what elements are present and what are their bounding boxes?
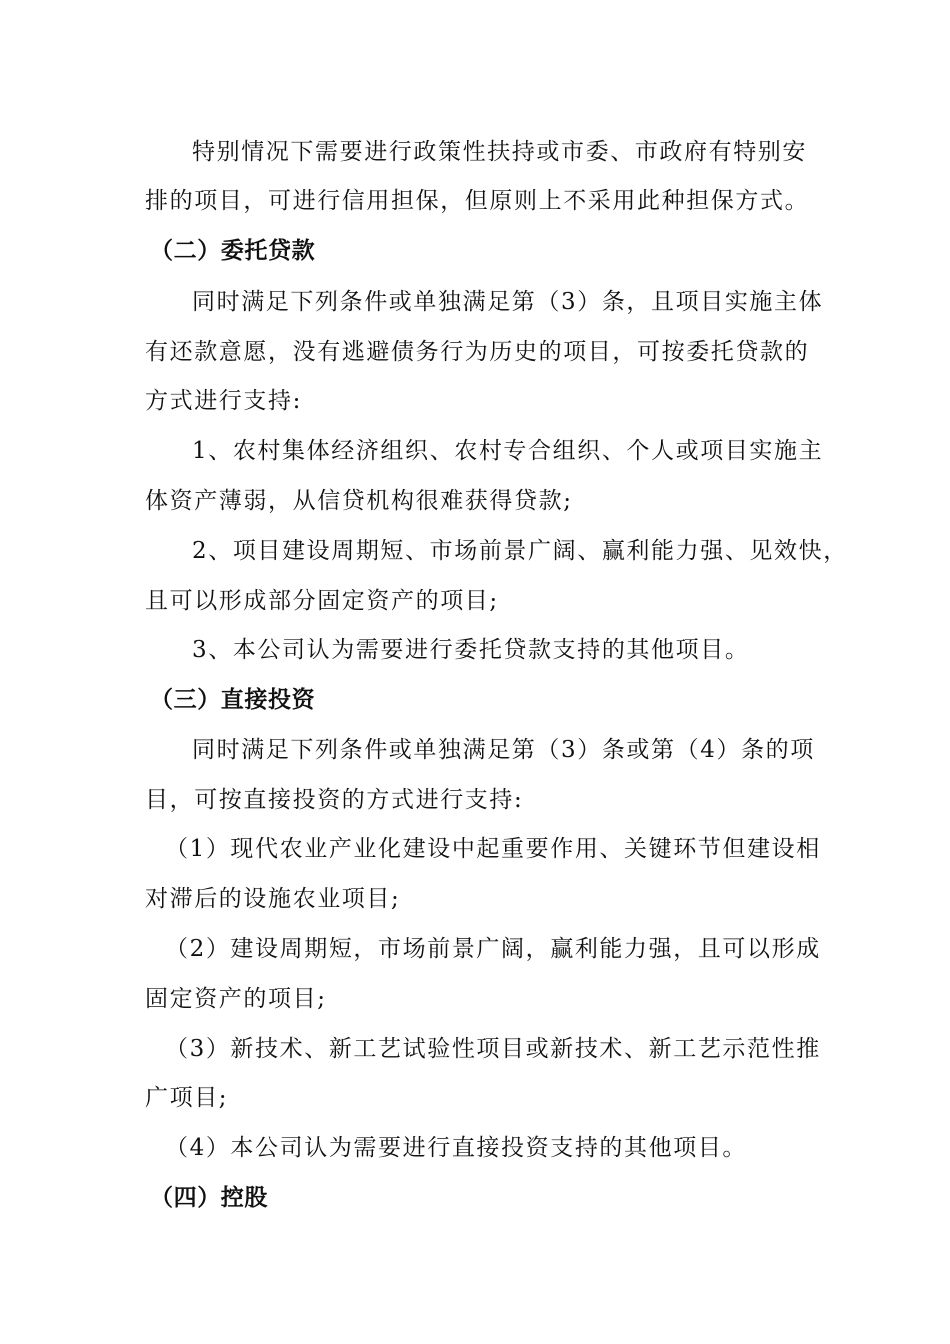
- section-heading-direct-investment: （三）直接投资: [150, 687, 316, 713]
- numbered-item-1-line-2: 对滞后的设施农业项目;: [145, 886, 401, 912]
- numbered-item-2-line-1: （2）建设周期短，市场前景广阔，赢利能力强，且可以形成: [165, 936, 821, 962]
- section-heading-entrusted-loans: （二）委托贷款: [150, 238, 316, 264]
- list-item-3: 3、本公司认为需要进行委托贷款支持的其他项目。: [192, 637, 750, 663]
- paragraph-line-1: 特别情况下需要进行政策性扶持或市委、市政府有特别安: [192, 139, 807, 165]
- paragraph-line-2: 排的项目，可进行信用担保，但原则上不采用此种担保方式。: [145, 188, 810, 214]
- paragraph-line-4: 同时满足下列条件或单独满足第（3）条，且项目实施主体: [192, 289, 824, 315]
- section-heading-holding: （四）控股: [150, 1185, 268, 1211]
- numbered-item-1-line-1: （1）现代农业产业化建设中起重要作用、关键环节但建设相: [165, 836, 821, 862]
- list-item-2-line-1: 2、项目建设周期短、市场前景广阔、赢利能力强、见效快，: [192, 538, 848, 564]
- list-item-1-line-1: 1、农村集体经济组织、农村专合组织、个人或项目实施主: [192, 438, 824, 464]
- numbered-item-4: （4）本公司认为需要进行直接投资支持的其他项目。: [165, 1135, 748, 1161]
- paragraph-line-13: 同时满足下列条件或单独满足第（3）条或第（4）条的项: [192, 737, 815, 763]
- numbered-item-3-line-1: （3）新技术、新工艺试验性项目或新技术、新工艺示范性推: [165, 1036, 821, 1062]
- paragraph-line-5: 有还款意愿，没有逃避债务行为历史的项目，可按委托贷款的: [145, 339, 810, 365]
- paragraph-line-6: 方式进行支持:: [145, 388, 302, 414]
- numbered-item-2-line-2: 固定资产的项目;: [145, 986, 327, 1012]
- list-item-2-line-2: 且可以形成部分固定资产的项目;: [145, 588, 499, 614]
- numbered-item-3-line-2: 广项目;: [145, 1085, 229, 1111]
- list-item-1-line-2: 体资产薄弱，从信贷机构很难获得贷款;: [145, 488, 573, 514]
- paragraph-line-14: 目，可按直接投资的方式进行支持:: [145, 787, 524, 813]
